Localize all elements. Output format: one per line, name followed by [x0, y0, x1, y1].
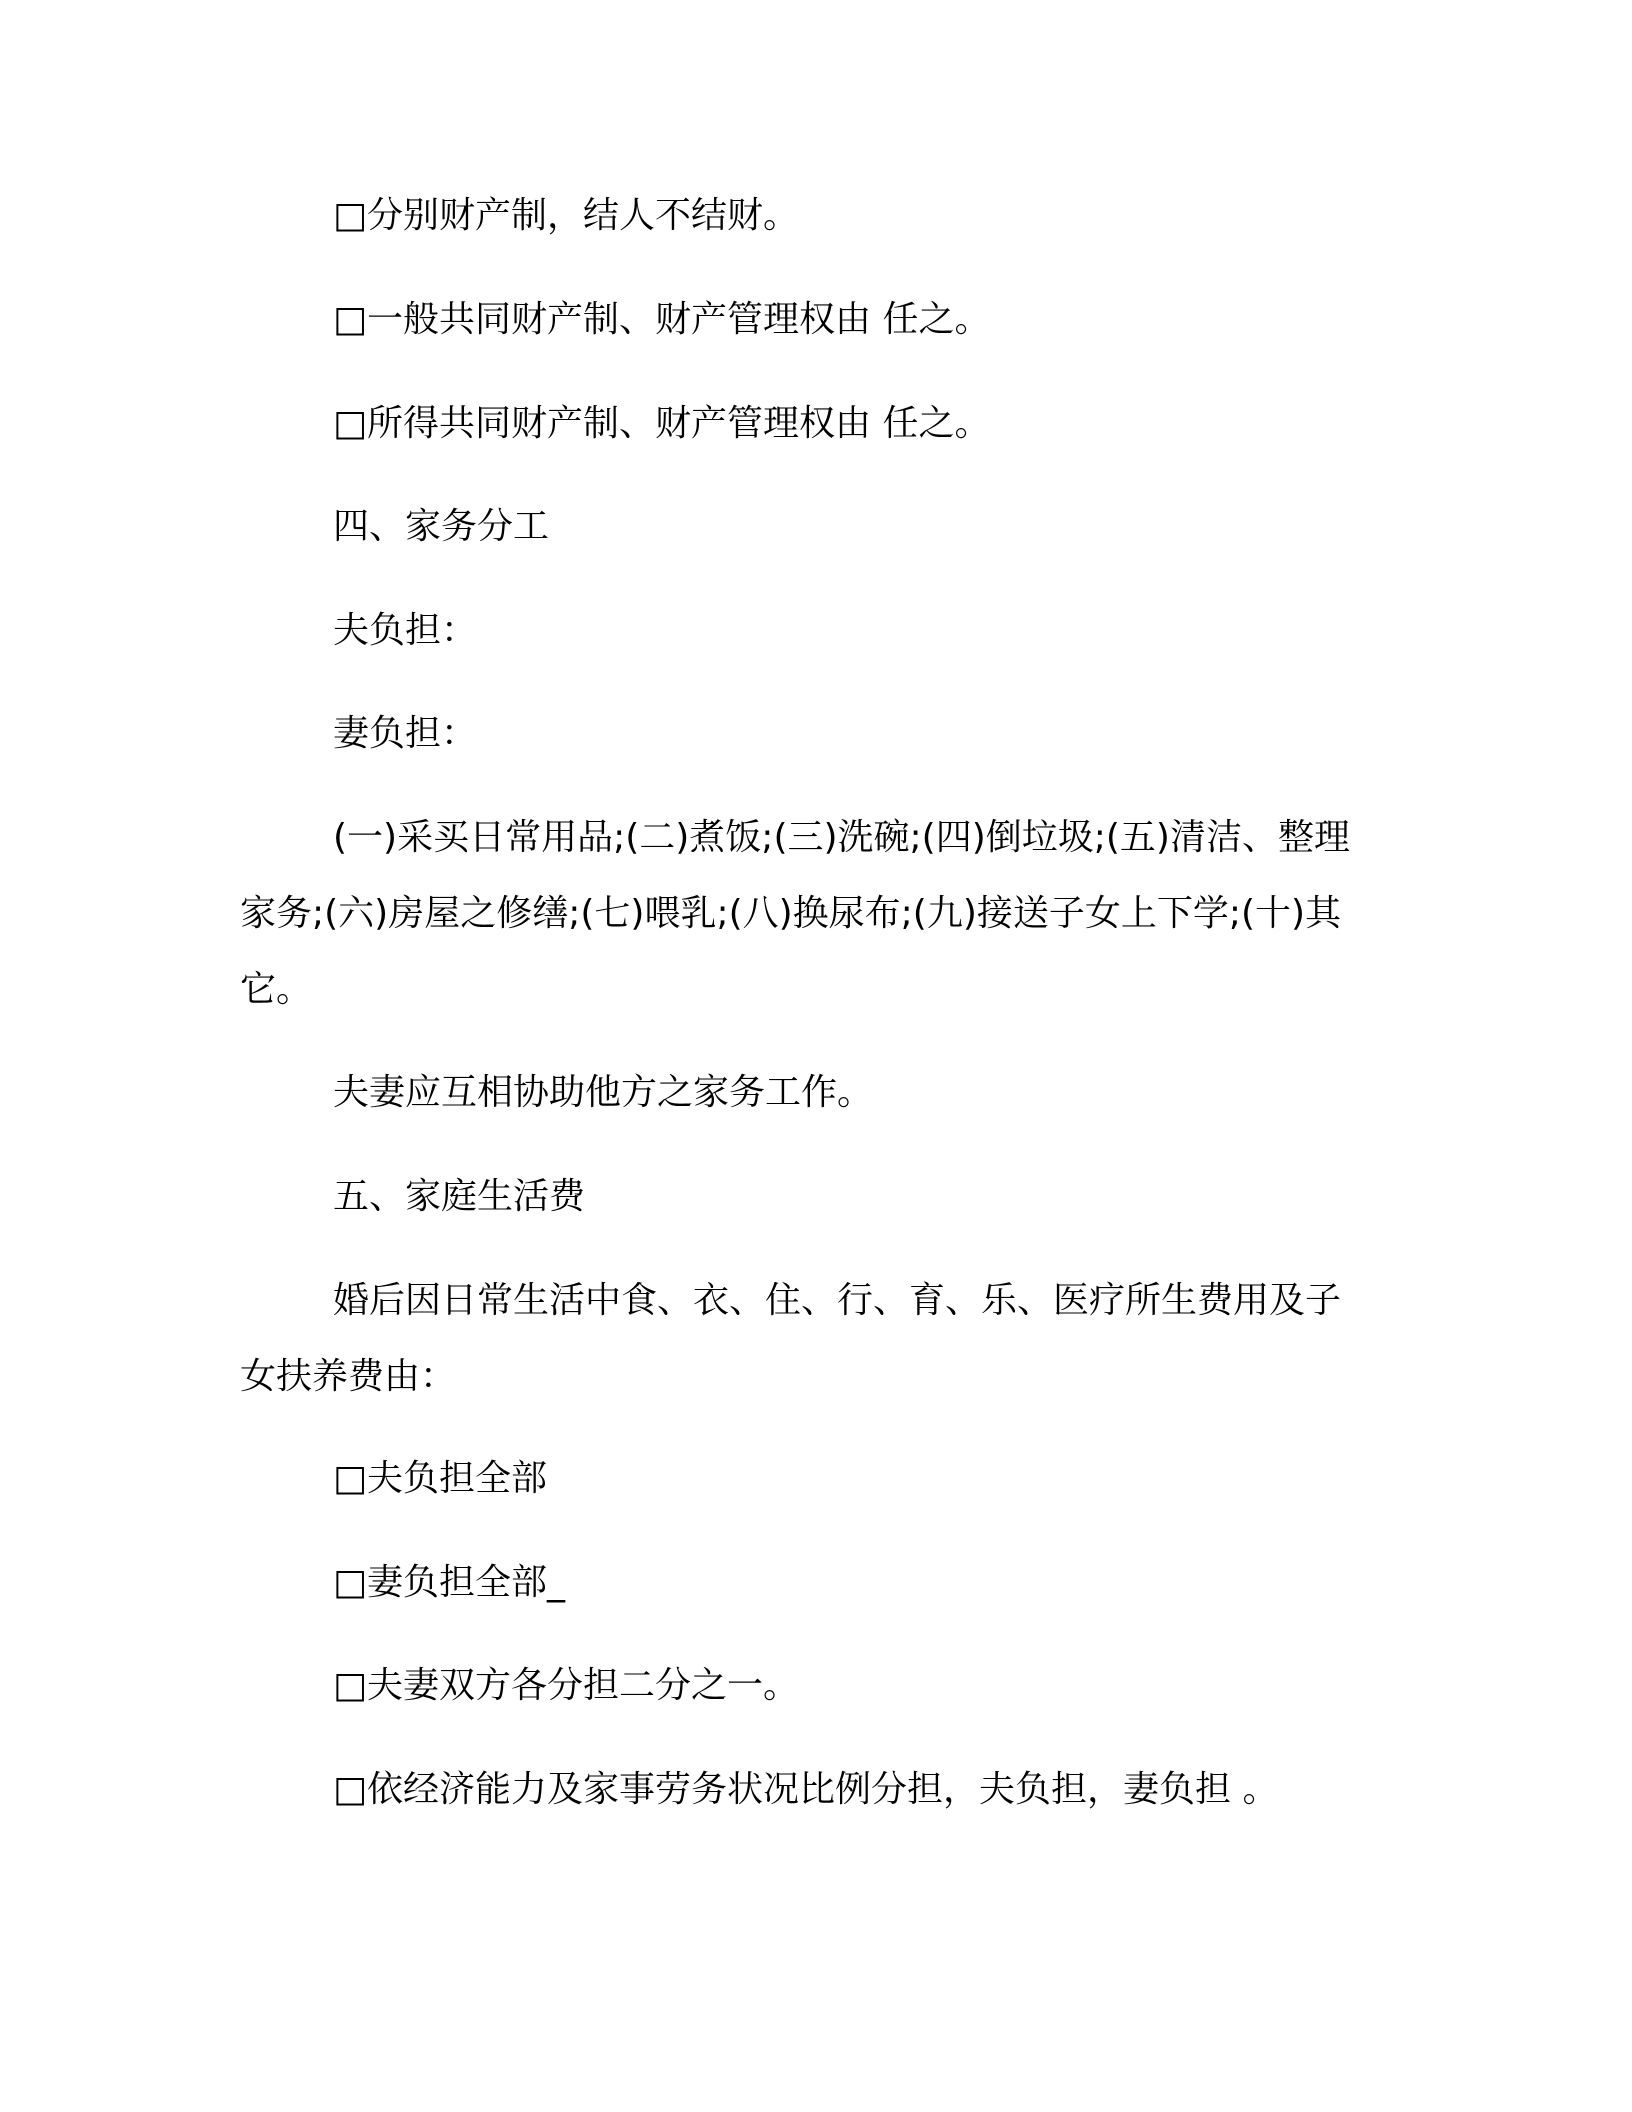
mutual-assistance-text: 夫妻应互相协助他方之家务工作。	[333, 1072, 874, 1113]
section-heading-living-expenses: 五、家庭生活费	[333, 1176, 586, 1217]
option-separate-property: □分别财产制，结人不结财。	[333, 195, 800, 236]
option-proportional-split: □依经济能力及家事劳务状况比例分担，夫负担，妻负担 。	[333, 1769, 1279, 1810]
housework-list-line-3: 它。	[240, 969, 313, 1010]
option-split-half: □夫妻双方各分担二分之一。	[333, 1665, 800, 1706]
section-heading-housework: 四、家务分工	[333, 506, 550, 547]
housework-list-line-1: (一)采买日常用品;(二)煮饭;(三)洗碗;(四)倒垃圾;(五)清洁、整理	[333, 817, 1350, 858]
option-husband-pays-all: □夫负担全部	[333, 1458, 548, 1499]
husband-burden-label: 夫负担：	[333, 610, 478, 651]
option-general-community-property: □一般共同财产制、财产管理权由 任之。	[333, 299, 991, 340]
wife-burden-label: 妻负担：	[333, 713, 478, 754]
living-expenses-text-line-2: 女扶养费由：	[240, 1356, 457, 1397]
option-acquired-community-property: □所得共同财产制、财产管理权由 任之。	[333, 403, 991, 444]
housework-list-line-2: 家务;(六)房屋之修缮;(七)喂乳;(八)换尿布;(九)接送子女上下学;(十)其	[240, 893, 1342, 934]
living-expenses-text-line-1: 婚后因日常生活中食、衣、住、行、育、乐、医疗所生费用及子	[333, 1280, 1342, 1321]
option-wife-pays-all: □妻负担全部_	[333, 1562, 566, 1603]
